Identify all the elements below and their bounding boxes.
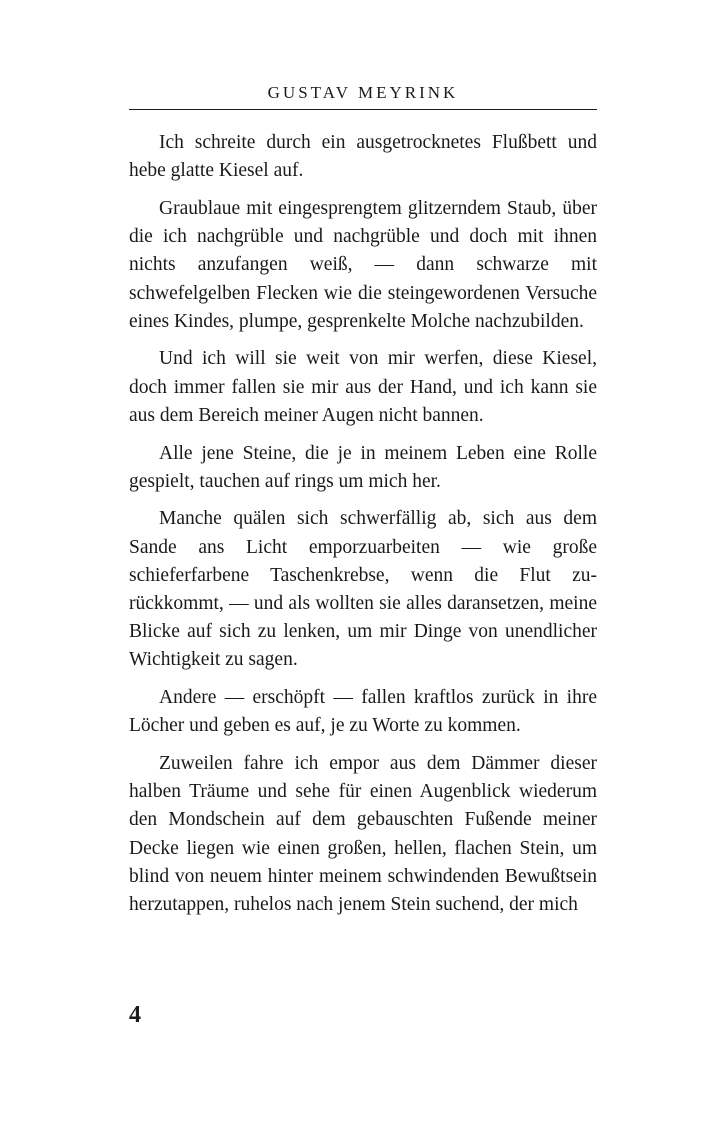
paragraph-7: Zuweilen fahre ich empor aus dem Dämmer dieser halben Träume und sehe für einen Augenblick wiederum den Mondschein auf dem gebauschten Fußende meiner Decke liegen wie einen großen, hellen, flachen Stein, um blind von neuem hinter meinem schwindenden Bewußtsein herzutappen, ruhelos nach jenem Stein suchend, der mich (129, 753, 597, 916)
paragraph-4: Alle jene Steine, die je in meinem Leben eine Rolle gespielt, tauchen auf rings um mich her. (129, 442, 597, 492)
paragraph-5: Manche quälen sich schwerfällig ab, sich aus dem Sande ans Licht emporzuarbeiten — wie große schieferfarbene Taschenkrebse, wenn die Flut zurückkommt, — und als wollten sie alles daransetzen, meine Blicke auf sich zu lenken, um mir Dinge von unendlicher Wichtigkeit zu sagen. (129, 508, 597, 671)
body-text (129, 129, 597, 929)
paragraph-1: Ich schreite durch ein ausgetrocknetes Flußbett und hebe glatte Kiesel auf. (129, 132, 597, 182)
paragraph-2: Graublaue mit eingesprengtem glitzerndem Staub, über die ich nachgrüble und nachgrüble und doch mit ihnen nichts anzufangen weiß, — dann schwarze mit schwefelgelben Flecken wie die steingewordenen Versuche eines Kindes, plumpe, gesprenkelte Molche nachzubilden. (129, 197, 597, 332)
running-head: GUSTAV MEYRINK (267, 83, 459, 102)
paragraph-6: Andere — erschöpft — fallen kraftlos zurück in ihre Löcher und geben es auf, je zu Worte zu kommen. (129, 687, 597, 737)
header-rule (129, 109, 597, 110)
paragraph-3: Und ich will sie weit von mir werfen, diese Kiesel, doch immer fallen sie mir aus der Hand, und ich kann sie aus dem Bereich meiner Augen nicht bannen. (129, 348, 597, 426)
page-number: 4 (129, 1002, 141, 1028)
